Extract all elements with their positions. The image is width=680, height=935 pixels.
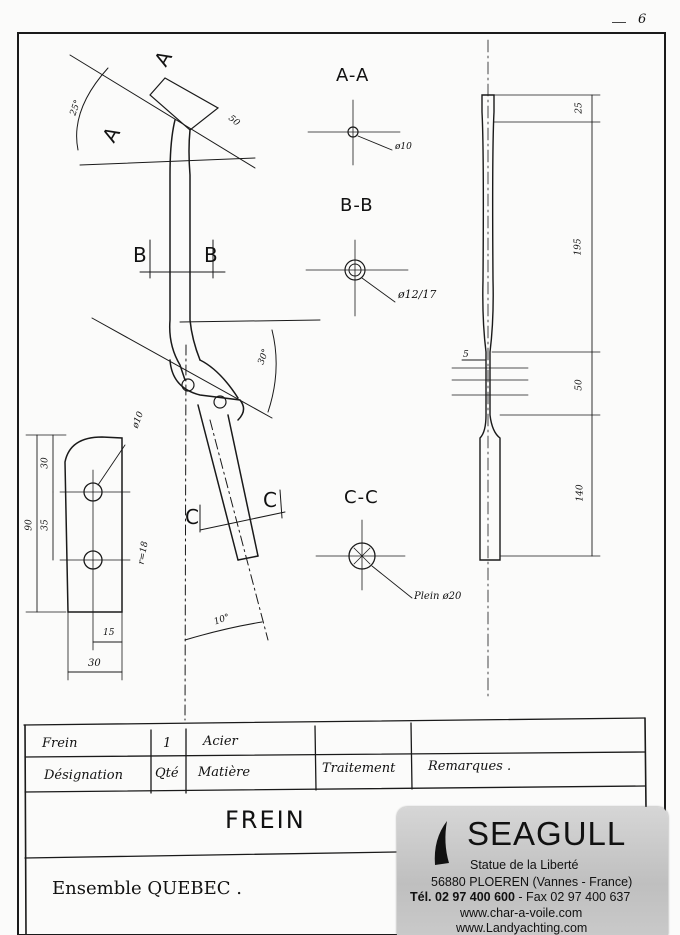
- company-line-2: 56880 PLOEREN (Vannes - France): [431, 875, 633, 889]
- header-material: Matière: [198, 765, 251, 780]
- header-qty: Qté: [155, 766, 179, 781]
- dim-dia-12-17: ø12/17: [398, 288, 437, 301]
- section-marker-b-left: B: [133, 243, 148, 267]
- tb-div-3: [315, 726, 316, 790]
- section-title-bb: B-B: [340, 195, 374, 216]
- company-website-2[interactable]: www.Landyachting.com: [456, 921, 588, 935]
- dim-len-50: 50: [226, 113, 242, 129]
- dim-h35: 35: [40, 519, 51, 531]
- dim-v195: 195: [573, 238, 584, 256]
- dim-h30: 30: [40, 457, 51, 469]
- tb-line-4: [25, 852, 396, 858]
- cell-designation: Frein: [42, 736, 78, 751]
- dim-dia-10-plate: ø10: [130, 410, 147, 430]
- company-website-1[interactable]: www.char-a-voile.com: [460, 906, 583, 920]
- plate-view: [26, 435, 130, 680]
- brand-name: SEAGULL: [467, 815, 627, 852]
- tb-left: [25, 725, 26, 935]
- company-line-3: [410, 890, 630, 904]
- tb-line-2: [25, 752, 645, 757]
- lever-front-view: [452, 40, 600, 700]
- header-designation: Désignation: [44, 768, 123, 783]
- company-phone: Tél. 02 97 400 600: [410, 890, 515, 904]
- lever-side-view: [70, 55, 320, 720]
- tb-line-3: [25, 786, 645, 792]
- cell-material: Acier: [203, 734, 238, 749]
- section-title-aa: A-A: [336, 65, 370, 86]
- header-treatment: Traitement: [322, 761, 396, 776]
- tb-div-4: [411, 723, 412, 789]
- company-fax: - Fax 02 97 400 637: [514, 890, 631, 904]
- header-remarks: Remarques .: [428, 759, 512, 774]
- tb-line-1: [24, 718, 645, 725]
- dim-w15: 15: [103, 628, 115, 638]
- dim-w30: 30: [88, 658, 101, 669]
- tb-right: [645, 718, 646, 808]
- section-marker-a-top: A: [149, 45, 178, 71]
- dim-v50: 50: [574, 379, 585, 391]
- section-marker-c-right: C: [263, 488, 278, 512]
- dim-plein-20: Plein ø20: [414, 591, 462, 602]
- dim-h90: 90: [24, 519, 35, 531]
- dim-angle-30: 30°: [256, 347, 272, 367]
- dim-r18: r=18: [136, 540, 151, 566]
- section-cc: [316, 520, 412, 598]
- section-marker-c-left: C: [185, 505, 200, 529]
- sail-logo-icon: [427, 819, 457, 869]
- part-title: FREIN: [225, 806, 306, 834]
- section-bb: [306, 240, 408, 316]
- dim-angle-10: 10°: [212, 612, 232, 628]
- section-aa: [308, 100, 400, 165]
- dim-v140: 140: [575, 484, 586, 502]
- sheet-border: [18, 33, 665, 935]
- cell-qty: 1: [163, 736, 172, 751]
- dim-dia-10-aa: ø10: [395, 142, 412, 152]
- dim-v25: 25: [574, 102, 585, 114]
- page-number: 6: [638, 12, 647, 27]
- section-title-cc: C-C: [344, 487, 379, 508]
- dim-angle-25: 25°: [68, 98, 84, 118]
- company-line-1: Statue de la Liberté: [470, 858, 579, 872]
- section-marker-a-left: A: [97, 121, 126, 147]
- dim-d5: 5: [463, 350, 469, 360]
- section-marker-b-right: B: [204, 243, 219, 267]
- assembly-name: Ensemble QUEBEC .: [52, 878, 242, 899]
